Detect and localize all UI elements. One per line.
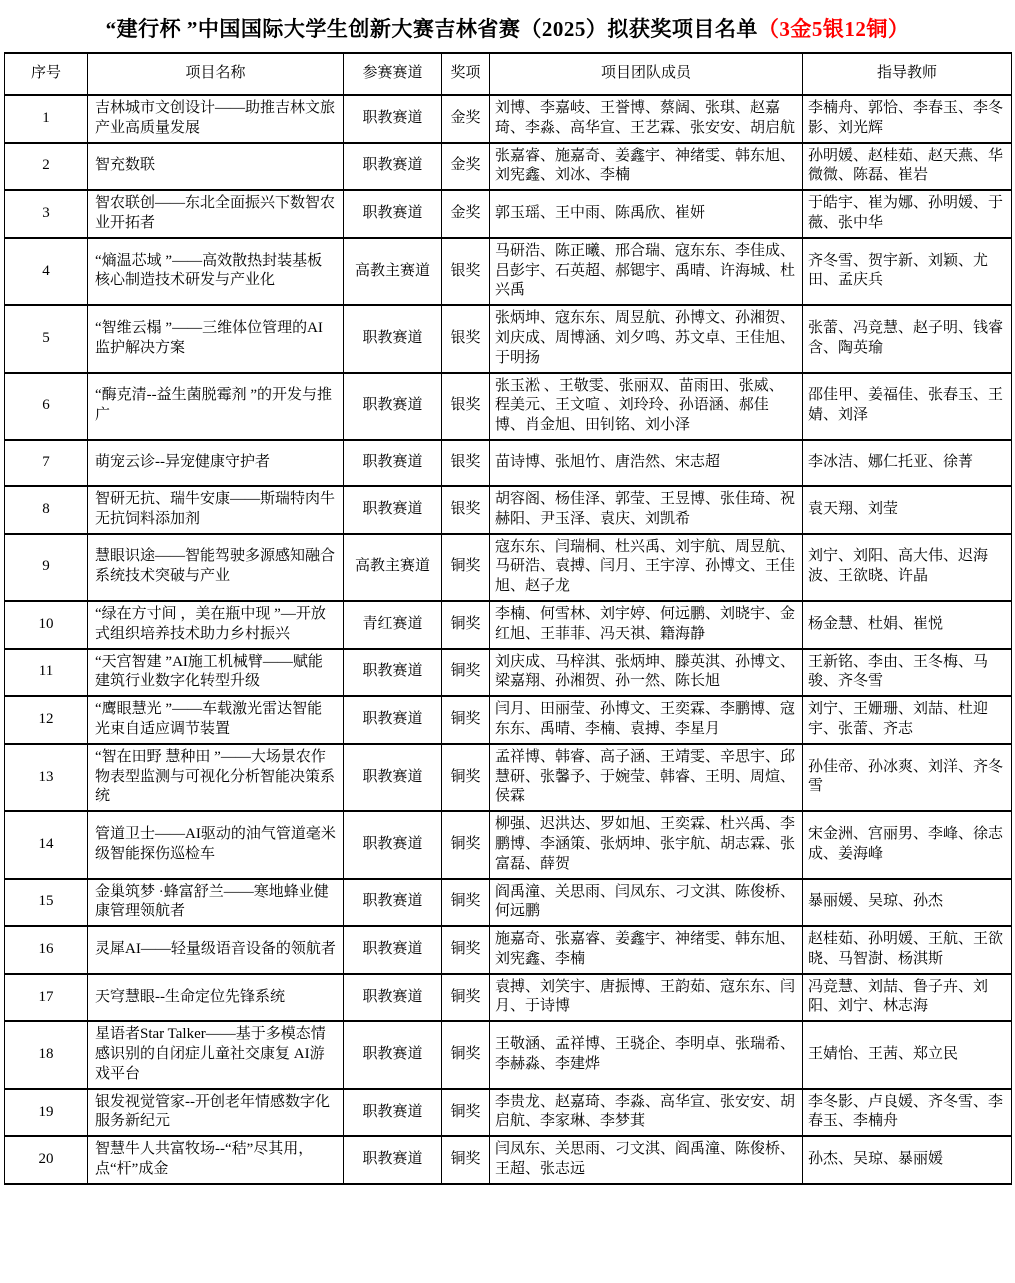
table-row bbox=[5, 440, 1012, 486]
cell-serial-number: 16 bbox=[5, 926, 88, 974]
cell-team-members: 胡容阁、杨佳泽、郭莹、王昱博、张佳琦、祝赫阳、尹玉泽、袁庆、刘凯希 bbox=[490, 486, 803, 534]
table-body bbox=[5, 95, 1012, 1184]
cell-project-name: 智研无抗、瑞牛安康——斯瑞特肉牛无抗饲料添加剂 bbox=[88, 486, 344, 534]
cell-team-members: 李楠、何雪林、刘宇婷、何远鹏、刘晓宇、金红旭、王菲菲、冯天祺、籍海静 bbox=[490, 601, 803, 649]
cell-award: 铜奖 bbox=[442, 649, 490, 697]
cell-track: 职教赛道 bbox=[344, 305, 442, 372]
cell-award: 银奖 bbox=[442, 373, 490, 440]
cell-advisors: 刘宁、刘阳、高大伟、迟海波、王欲晓、许晶 bbox=[803, 534, 1012, 601]
cell-track: 青红赛道 bbox=[344, 601, 442, 649]
cell-advisors: 王新铭、李由、王冬梅、马骏、齐冬雪 bbox=[803, 649, 1012, 697]
cell-award: 铜奖 bbox=[442, 534, 490, 601]
cell-serial-number: 19 bbox=[5, 1089, 88, 1137]
header-advisors: 指导教师 bbox=[803, 53, 1012, 95]
header-track: 参赛赛道 bbox=[344, 53, 442, 95]
cell-team-members: 孟祥博、韩睿、高子涵、王靖雯、辛思宇、邱慧研、张馨予、于婉莹、韩睿、王明、周煊、侯霖 bbox=[490, 744, 803, 811]
cell-serial-number: 1 bbox=[5, 95, 88, 143]
table-row bbox=[5, 696, 1012, 744]
cell-project-name: 智充数联 bbox=[88, 143, 344, 191]
cell-team-members: 张嘉睿、施嘉奇、姜鑫宇、神绪雯、韩东旭、刘宪鑫、刘冰、李楠 bbox=[490, 143, 803, 191]
cell-award: 金奖 bbox=[442, 143, 490, 191]
cell-award: 铜奖 bbox=[442, 926, 490, 974]
cell-award: 金奖 bbox=[442, 190, 490, 238]
cell-team-members: 苗诗博、张旭竹、唐浩然、宋志超 bbox=[490, 440, 803, 486]
cell-project-name: 星语者Star Talker——基于多模态情感识别的自闭症儿童社交康复 AI游戏平台 bbox=[88, 1021, 344, 1088]
cell-award: 铜奖 bbox=[442, 601, 490, 649]
table-row bbox=[5, 143, 1012, 191]
cell-track: 职教赛道 bbox=[344, 696, 442, 744]
cell-team-members: 闫月、田丽莹、孙博文、王奕霖、李鹏博、寇东东、禹晴、李楠、袁搏、李星月 bbox=[490, 696, 803, 744]
table-row bbox=[5, 601, 1012, 649]
cell-track: 职教赛道 bbox=[344, 95, 442, 143]
cell-advisors: 孙佳帝、孙冰爽、刘洋、齐冬雪 bbox=[803, 744, 1012, 811]
cell-advisors: 宋金洲、宫丽男、李峰、徐志成、姜海峰 bbox=[803, 811, 1012, 878]
cell-team-members: 李贵龙、赵嘉琦、李淼、高华宣、张安安、胡启航、李家琳、李梦萁 bbox=[490, 1089, 803, 1137]
title-award-count: （3金5银12铜） bbox=[757, 17, 910, 41]
cell-serial-number: 2 bbox=[5, 143, 88, 191]
header-row bbox=[5, 53, 1012, 95]
cell-award: 铜奖 bbox=[442, 974, 490, 1022]
cell-project-name: “鹰眼慧光 ”——车载激光雷达智能光束自适应调节装置 bbox=[88, 696, 344, 744]
cell-team-members: 张玉淞 、王敬雯、张丽双、苗雨田、张威、程美元、王文喧 、刘玲玲、孙语涵、郝佳博、肖金旭、田钊铭、刘小泽 bbox=[490, 373, 803, 440]
header-project: 项目名称 bbox=[88, 53, 344, 95]
cell-award: 金奖 bbox=[442, 95, 490, 143]
table-row bbox=[5, 926, 1012, 974]
cell-serial-number: 7 bbox=[5, 440, 88, 486]
cell-award: 铜奖 bbox=[442, 696, 490, 744]
cell-track: 职教赛道 bbox=[344, 926, 442, 974]
cell-project-name: 萌宠云诊--异宠健康守护者 bbox=[88, 440, 344, 486]
header-serial: 序号 bbox=[5, 53, 88, 95]
cell-project-name: “天宫智建 ”AI施工机械臂——赋能建筑行业数字化转型升级 bbox=[88, 649, 344, 697]
title-main: “建行杯 ”中国国际大学生创新大赛吉林省赛（2025）拟获奖项目名单 bbox=[105, 17, 758, 41]
cell-project-name: 智慧牛人共富牧场--“秸”尽其用，点“杆”成金 bbox=[88, 1136, 344, 1184]
cell-track: 职教赛道 bbox=[344, 744, 442, 811]
cell-advisors: 张蕾、冯竞慧、赵子明、钱睿含、陶英瑜 bbox=[803, 305, 1012, 372]
cell-track: 职教赛道 bbox=[344, 1089, 442, 1137]
cell-track: 职教赛道 bbox=[344, 811, 442, 878]
table-row bbox=[5, 1089, 1012, 1137]
cell-project-name: “智维云榻 ”——三维体位管理的AI监护解决方案 bbox=[88, 305, 344, 372]
cell-project-name: 银发视觉管家--开创老年情感数字化服务新纪元 bbox=[88, 1089, 344, 1137]
cell-track: 职教赛道 bbox=[344, 373, 442, 440]
cell-project-name: 管道卫士——AI驱动的油气管道毫米级智能探伤巡检车 bbox=[88, 811, 344, 878]
cell-serial-number: 3 bbox=[5, 190, 88, 238]
cell-advisors: 刘宁、王姗珊、刘喆、杜迎宇、张蕾、齐志 bbox=[803, 696, 1012, 744]
header-award: 奖项 bbox=[442, 53, 490, 95]
cell-team-members: 马研浩、陈正曦、邢合瑞、寇东东、李佳成、 吕彭宇、石英超、郝锶宇、禹晴、许海城、杜兴禹 bbox=[490, 238, 803, 305]
cell-project-name: “熵温芯域 ”——高效散热封装基板核心制造技术研发与产业化 bbox=[88, 238, 344, 305]
cell-advisors: 李楠舟、郭恰、李春玉、李冬影、刘光辉 bbox=[803, 95, 1012, 143]
cell-team-members: 王敬涵、孟祥博、王骁企、李明卓、张瑞希、李赫淼、李建烨 bbox=[490, 1021, 803, 1088]
cell-award: 铜奖 bbox=[442, 744, 490, 811]
table-row bbox=[5, 811, 1012, 878]
cell-award: 银奖 bbox=[442, 305, 490, 372]
cell-award: 铜奖 bbox=[442, 1089, 490, 1137]
cell-serial-number: 17 bbox=[5, 974, 88, 1022]
cell-award: 铜奖 bbox=[442, 1021, 490, 1088]
table-row bbox=[5, 1021, 1012, 1088]
cell-award: 银奖 bbox=[442, 486, 490, 534]
cell-advisors: 暴丽媛、吴琼、孙杰 bbox=[803, 879, 1012, 927]
cell-project-name: “绿在方寸间 ，美在瓶中现 ”—开放式组织培养技术助力乡村振兴 bbox=[88, 601, 344, 649]
cell-serial-number: 8 bbox=[5, 486, 88, 534]
cell-advisors: 孙杰、吴琼、暴丽媛 bbox=[803, 1136, 1012, 1184]
cell-track: 高教主赛道 bbox=[344, 238, 442, 305]
cell-advisors: 赵桂茹、孙明媛、王航、王欲晓、马智澍、杨淇斯 bbox=[803, 926, 1012, 974]
cell-track: 职教赛道 bbox=[344, 974, 442, 1022]
cell-advisors: 杨金慧、杜娟、崔悦 bbox=[803, 601, 1012, 649]
cell-team-members: 张炳坤、寇东东、周昱航、孙博文、孙湘贺、刘庆成、周博涵、刘夕鸣、苏文卓、王佳旭、于明扬 bbox=[490, 305, 803, 372]
table-row bbox=[5, 190, 1012, 238]
cell-team-members: 刘博、李嘉岐、王誉博、蔡阔、张琪、赵嘉琦、李淼、高华宣、王艺霖、张安安、胡启航 bbox=[490, 95, 803, 143]
cell-serial-number: 12 bbox=[5, 696, 88, 744]
cell-advisors: 孙明媛、赵桂茹、赵天燕、华微微、陈磊、崔岩 bbox=[803, 143, 1012, 191]
cell-serial-number: 4 bbox=[5, 238, 88, 305]
cell-serial-number: 6 bbox=[5, 373, 88, 440]
table-row bbox=[5, 744, 1012, 811]
cell-track: 职教赛道 bbox=[344, 879, 442, 927]
table-row bbox=[5, 879, 1012, 927]
cell-track: 职教赛道 bbox=[344, 190, 442, 238]
cell-advisors: 袁天翔、刘莹 bbox=[803, 486, 1012, 534]
cell-advisors: 冯竞慧、刘喆、鲁子卉、刘阳、刘宁、林志海 bbox=[803, 974, 1012, 1022]
cell-project-name: 金巢筑梦 ·蜂富舒兰——寒地蜂业健康管理领航者 bbox=[88, 879, 344, 927]
cell-project-name: 慧眼识途——智能驾驶多源感知融合系统技术突破与产业 bbox=[88, 534, 344, 601]
cell-serial-number: 15 bbox=[5, 879, 88, 927]
table-row bbox=[5, 534, 1012, 601]
cell-advisors: 于皓宇、崔为娜、孙明媛、于薇、张中华 bbox=[803, 190, 1012, 238]
cell-track: 职教赛道 bbox=[344, 143, 442, 191]
cell-serial-number: 10 bbox=[5, 601, 88, 649]
cell-serial-number: 5 bbox=[5, 305, 88, 372]
cell-serial-number: 14 bbox=[5, 811, 88, 878]
cell-team-members: 袁搏、刘笑宇、唐振博、王韵茹、寇东东、闫月、于诗博 bbox=[490, 974, 803, 1022]
cell-award: 铜奖 bbox=[442, 811, 490, 878]
cell-award: 银奖 bbox=[442, 440, 490, 486]
cell-serial-number: 11 bbox=[5, 649, 88, 697]
cell-serial-number: 9 bbox=[5, 534, 88, 601]
cell-track: 职教赛道 bbox=[344, 1021, 442, 1088]
table-row bbox=[5, 95, 1012, 143]
table-row bbox=[5, 649, 1012, 697]
cell-project-name: 智农联创——东北全面振兴下数智农业开拓者 bbox=[88, 190, 344, 238]
table-row bbox=[5, 974, 1012, 1022]
page-title bbox=[0, 0, 1015, 52]
cell-project-name: “酶克清--益生菌脱霉剂 ”的开发与推广 bbox=[88, 373, 344, 440]
cell-track: 高教主赛道 bbox=[344, 534, 442, 601]
cell-track: 职教赛道 bbox=[344, 486, 442, 534]
cell-award: 铜奖 bbox=[442, 1136, 490, 1184]
cell-advisors: 李冰洁、娜仁托亚、徐菁 bbox=[803, 440, 1012, 486]
cell-team-members: 阎禹潼、关思雨、闫凤东、刁文淇、陈俊桥、何远鹏 bbox=[490, 879, 803, 927]
cell-project-name: 吉林城市文创设计——助推吉林文旅产业高质量发展 bbox=[88, 95, 344, 143]
cell-serial-number: 13 bbox=[5, 744, 88, 811]
table-row bbox=[5, 373, 1012, 440]
cell-advisors: 齐冬雪、贺宇新、刘颖、尤田、孟庆兵 bbox=[803, 238, 1012, 305]
cell-project-name: 灵犀AI——轻量级语音设备的领航者 bbox=[88, 926, 344, 974]
cell-advisors: 邵佳甲、姜福佳、张春玉、王婧、刘泽 bbox=[803, 373, 1012, 440]
cell-team-members: 施嘉奇、张嘉睿、姜鑫宇、神绪雯、韩东旭、刘宪鑫、李楠 bbox=[490, 926, 803, 974]
cell-serial-number: 20 bbox=[5, 1136, 88, 1184]
cell-team-members: 柳强、迟洪达、罗如旭、王奕霖、杜兴禹、李鹏博、李涵策、张炳坤、张宇航、胡志霖、张富磊、薛贺 bbox=[490, 811, 803, 878]
cell-award: 银奖 bbox=[442, 238, 490, 305]
cell-project-name: 天穹慧眼--生命定位先锋系统 bbox=[88, 974, 344, 1022]
cell-award: 铜奖 bbox=[442, 879, 490, 927]
cell-project-name: “智在田野 慧种田 ”——大场景农作物表型监测与可视化分析智能决策系统 bbox=[88, 744, 344, 811]
header-team: 项目团队成员 bbox=[490, 53, 803, 95]
table-row bbox=[5, 305, 1012, 372]
cell-track: 职教赛道 bbox=[344, 649, 442, 697]
cell-track: 职教赛道 bbox=[344, 1136, 442, 1184]
table-row bbox=[5, 238, 1012, 305]
cell-team-members: 郭玉瑶、王中雨、陈禹欣、崔妍 bbox=[490, 190, 803, 238]
cell-serial-number: 18 bbox=[5, 1021, 88, 1088]
cell-team-members: 刘庆成、马梓淇、张炳坤、滕英淇、孙博文、梁嘉翔、孙湘贺、孙一然、陈长旭 bbox=[490, 649, 803, 697]
cell-team-members: 寇东东、闫瑞桐、杜兴禹、刘宇航、周昱航、马研浩、袁搏、闫月、王宇淳、孙博文、王佳旭、赵子龙 bbox=[490, 534, 803, 601]
cell-track: 职教赛道 bbox=[344, 440, 442, 486]
table-row bbox=[5, 486, 1012, 534]
cell-team-members: 闫凤东、关思雨、刁文淇、阎禹潼、陈俊桥、王超、张志远 bbox=[490, 1136, 803, 1184]
cell-advisors: 李冬影、卢良媛、齐冬雪、李春玉、李楠舟 bbox=[803, 1089, 1012, 1137]
cell-advisors: 王婧怡、王茜、郑立民 bbox=[803, 1021, 1012, 1088]
table-row bbox=[5, 1136, 1012, 1184]
awards-table bbox=[4, 52, 1012, 1185]
